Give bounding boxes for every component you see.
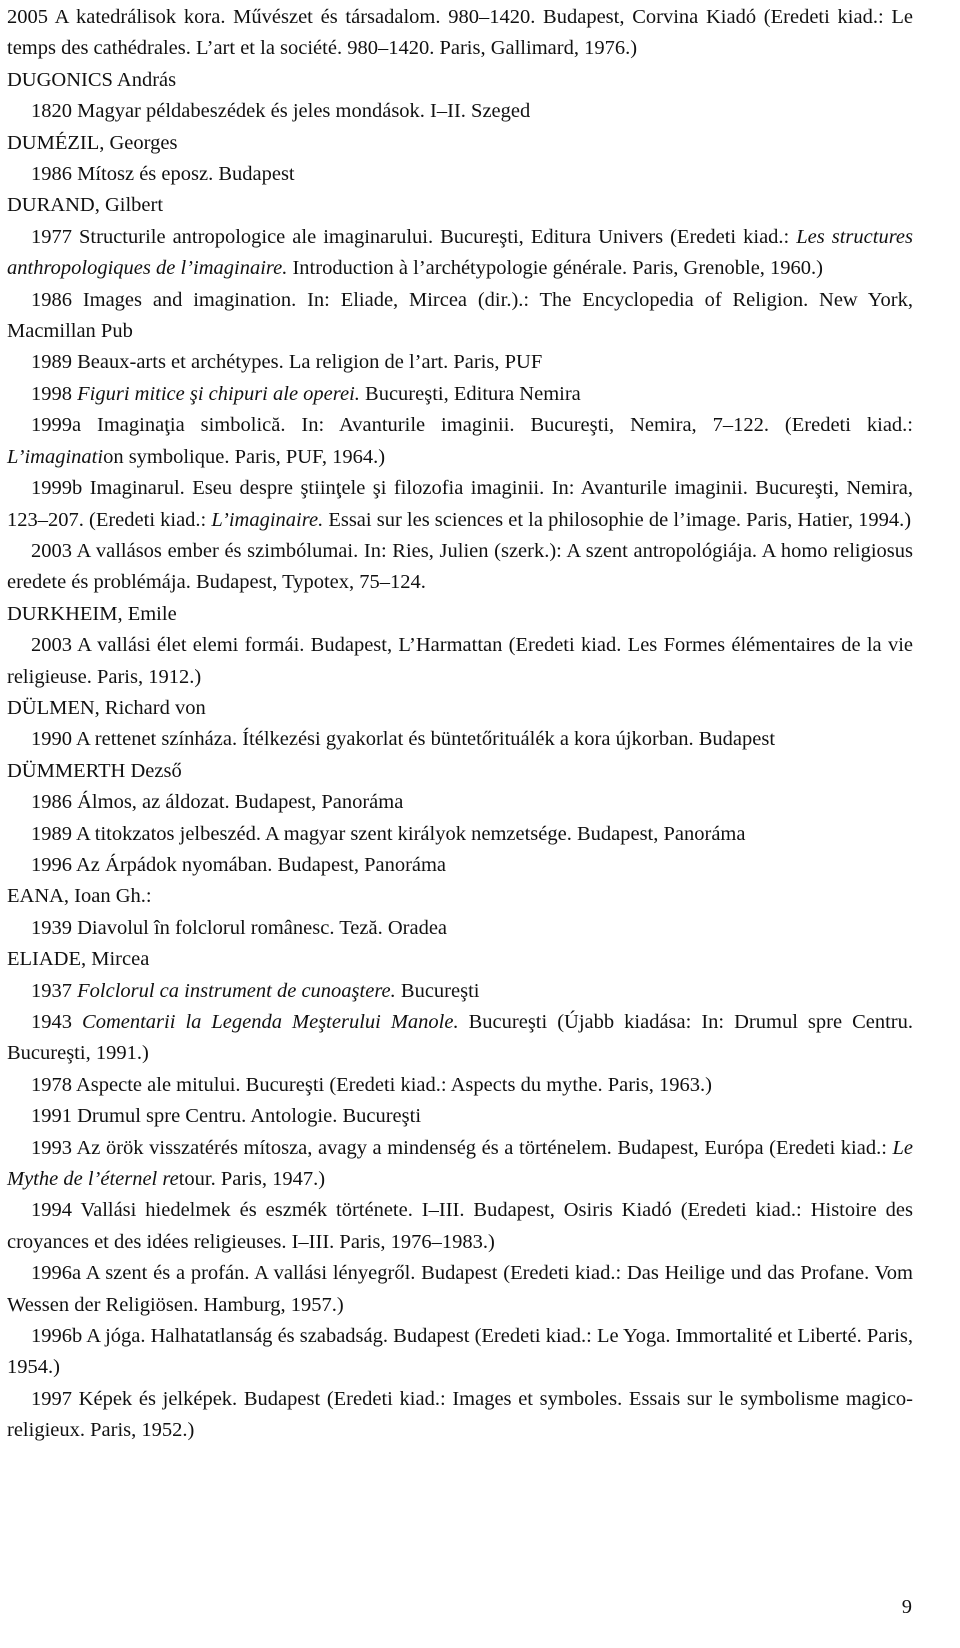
italic-title: Comentarii la Legenda Meşterului Manole. — [82, 1011, 459, 1033]
entry-text: 1943 — [31, 1011, 83, 1033]
bibliography-entry: 2003 A vallási élet elemi formái. Budapest, L’Harmattan (Eredeti kiad. Les Formes élémentaires de la vie religieuse. Paris, 1912.) — [7, 634, 913, 688]
author-heading: DURAND, Gilbert — [7, 194, 164, 217]
page-number: 9 — [901, 1596, 912, 1618]
author-heading: DURKHEIM, Emile — [7, 602, 177, 625]
bibliography-entry — [7, 1007, 913, 1070]
author-heading: DUMÉZIL, Georges — [7, 131, 178, 154]
bibliography-entry: 1989 A titokzatos jelbeszéd. A magyar szent királyok nemzetsége. Budapest, Panoráma — [31, 822, 746, 845]
italic-title: Figuri mitice şi chipuri ale operei. — [77, 382, 360, 405]
bibliography-entry: 1939 Diavolul în folclorul românesc. Teză. Oradea — [31, 916, 448, 939]
bibliography-entry: 1996b A jóga. Halhatatlanság és szabadság. Budapest (Eredeti kiad.: Le Yoga. Immortalité et Liberté. Paris, 1954.) — [7, 1325, 913, 1379]
author-heading: DÜLMEN, Richard von — [7, 696, 206, 719]
entry-text: 1999a Imaginaţia simbolică. In: Avanturile imaginii. Bucureşti, Nemira, 7–122. (Eredeti kiad.: — [31, 414, 913, 437]
bibliography-entry: 1986 Images and imagination. In: Eliade, Mircea (dir.).: The Encyclopedia of Religion. New York, Macmillan Pub — [7, 288, 913, 343]
entry-text: Bucureşti (Újabb kiadása: In: Drumul spre Centru. Bucureşti, 1991.) — [7, 1011, 914, 1065]
entry-text: 1977 Structurile antropologice ale imaginarului. Bucureşti, Editura Univers (Eredeti kiad.: — [31, 225, 797, 248]
bibliography-entry — [7, 976, 913, 1007]
bibliography-page — [7, 2, 913, 1447]
bibliography-entry — [7, 222, 913, 285]
author-heading: DUGONICS András — [7, 68, 177, 91]
author-heading: DÜMMERTH Dezső — [7, 759, 182, 782]
entry-text: 1937 — [31, 979, 78, 1002]
entry-text: Essai sur les sciences et la philosophie de l’image. Paris, Hatier, 1994.) — [323, 508, 912, 531]
bibliography-entry: 1991 Drumul spre Centru. Antologie. Bucureşti — [31, 1105, 422, 1128]
bibliography-entry: 1978 Aspecte ale mitului. Bucureşti (Eredeti kiad.: Aspects du mythe. Paris, 1963.) — [31, 1073, 712, 1096]
entry-text: Introduction à l’archétypologie générale. Paris, Grenoble, 1960.) — [287, 257, 824, 280]
bibliography-entry: 1996 Az Árpádok nyomában. Budapest, Panoráma — [31, 853, 447, 876]
bibliography-entry — [7, 410, 913, 473]
bibliography-entry — [7, 1133, 913, 1196]
bibliography-entry-continued: 2005 A katedrálisok kora. Művészet és társadalom. 980–1420. Budapest, Corvina Kiadó (Eredeti kiad.: Le temps des cathédrales. L’art et la société. 980–1420. Paris, Gallimard, 1976.) — [7, 6, 913, 60]
entry-text: on symbolique. Paris, PUF, 1964.) — [103, 445, 386, 468]
entry-text: tour. Paris, 1947.) — [178, 1168, 326, 1191]
bibliography-entry: 1996a A szent és a profán. A vallási lényegről. Budapest (Eredeti kiad.: Das Heilige und das Profane. Vom Wessen der Religiösen. Hamburg, 1957.) — [7, 1262, 913, 1316]
bibliography-entry: 1989 Beaux-arts et archétypes. La religion de l’art. Paris, PUF — [31, 351, 543, 374]
bibliography-entry — [7, 379, 913, 410]
entry-text: 1993 Az örök visszatérés mítosza, avagy a mindenség és a történelem. Budapest, Európa (Eredeti kiad.: — [31, 1136, 893, 1159]
italic-title: Folclorul ca instrument de cunoaştere. — [77, 979, 396, 1002]
italic-title: L’imaginaire. — [211, 508, 324, 531]
bibliography-entry: 2003 A vallásos ember és szimbólumai. In: Ries, Julien (szerk.): A szent antropológiája. A homo religiosus eredete és problémája. Budapest, Typotex, 75–124. — [7, 539, 913, 594]
author-heading: EANA, Ioan Gh.: — [7, 885, 152, 908]
italic-title: Le Mythe de l’éternel re — [7, 1136, 913, 1191]
italic-title: Les structures anthropologiques de l’imaginaire. — [7, 225, 914, 280]
author-heading: ELIADE, Mircea — [7, 948, 150, 971]
bibliography-entry: 1990 A rettenet színháza. Ítélkezési gyakorlat és büntetőrituálék a kora újkorban. Budapest — [31, 728, 776, 751]
bibliography-entry: 1986 Álmos, az áldozat. Budapest, Panoráma — [31, 791, 404, 814]
bibliography-entry: 1994 Vallási hiedelmek és eszmék története. I–III. Budapest, Osiris Kiadó (Eredeti kiad.: Histoire des croyances et des idées religieuses. I–III. Paris, 1976–1983.) — [7, 1199, 913, 1253]
italic-title: L’imaginati — [7, 445, 104, 468]
entry-text: Bucureşti, Editura Nemira — [359, 382, 581, 405]
bibliography-entry: 1986 Mítosz és eposz. Budapest — [31, 163, 295, 186]
bibliography-entry: 1820 Magyar példabeszédek és jeles mondások. I–II. Szeged — [31, 100, 531, 123]
bibliography-entry: 1997 Képek és jelképek. Budapest (Eredeti kiad.: Images et symboles. Essais sur le symbolisme magico-religieux. Paris, 1952.) — [7, 1387, 913, 1442]
entry-text: 1999b Imaginarul. Eseu despre ştiinţele şi filozofia imaginii. In: Avanturile imaginii. Bucureşti, Nemira, 123–207. (Eredeti kiad.: — [7, 477, 913, 531]
bibliography-entry — [7, 473, 913, 536]
entry-text: 1998 — [31, 382, 78, 405]
entry-text: Bucureşti — [395, 979, 480, 1002]
